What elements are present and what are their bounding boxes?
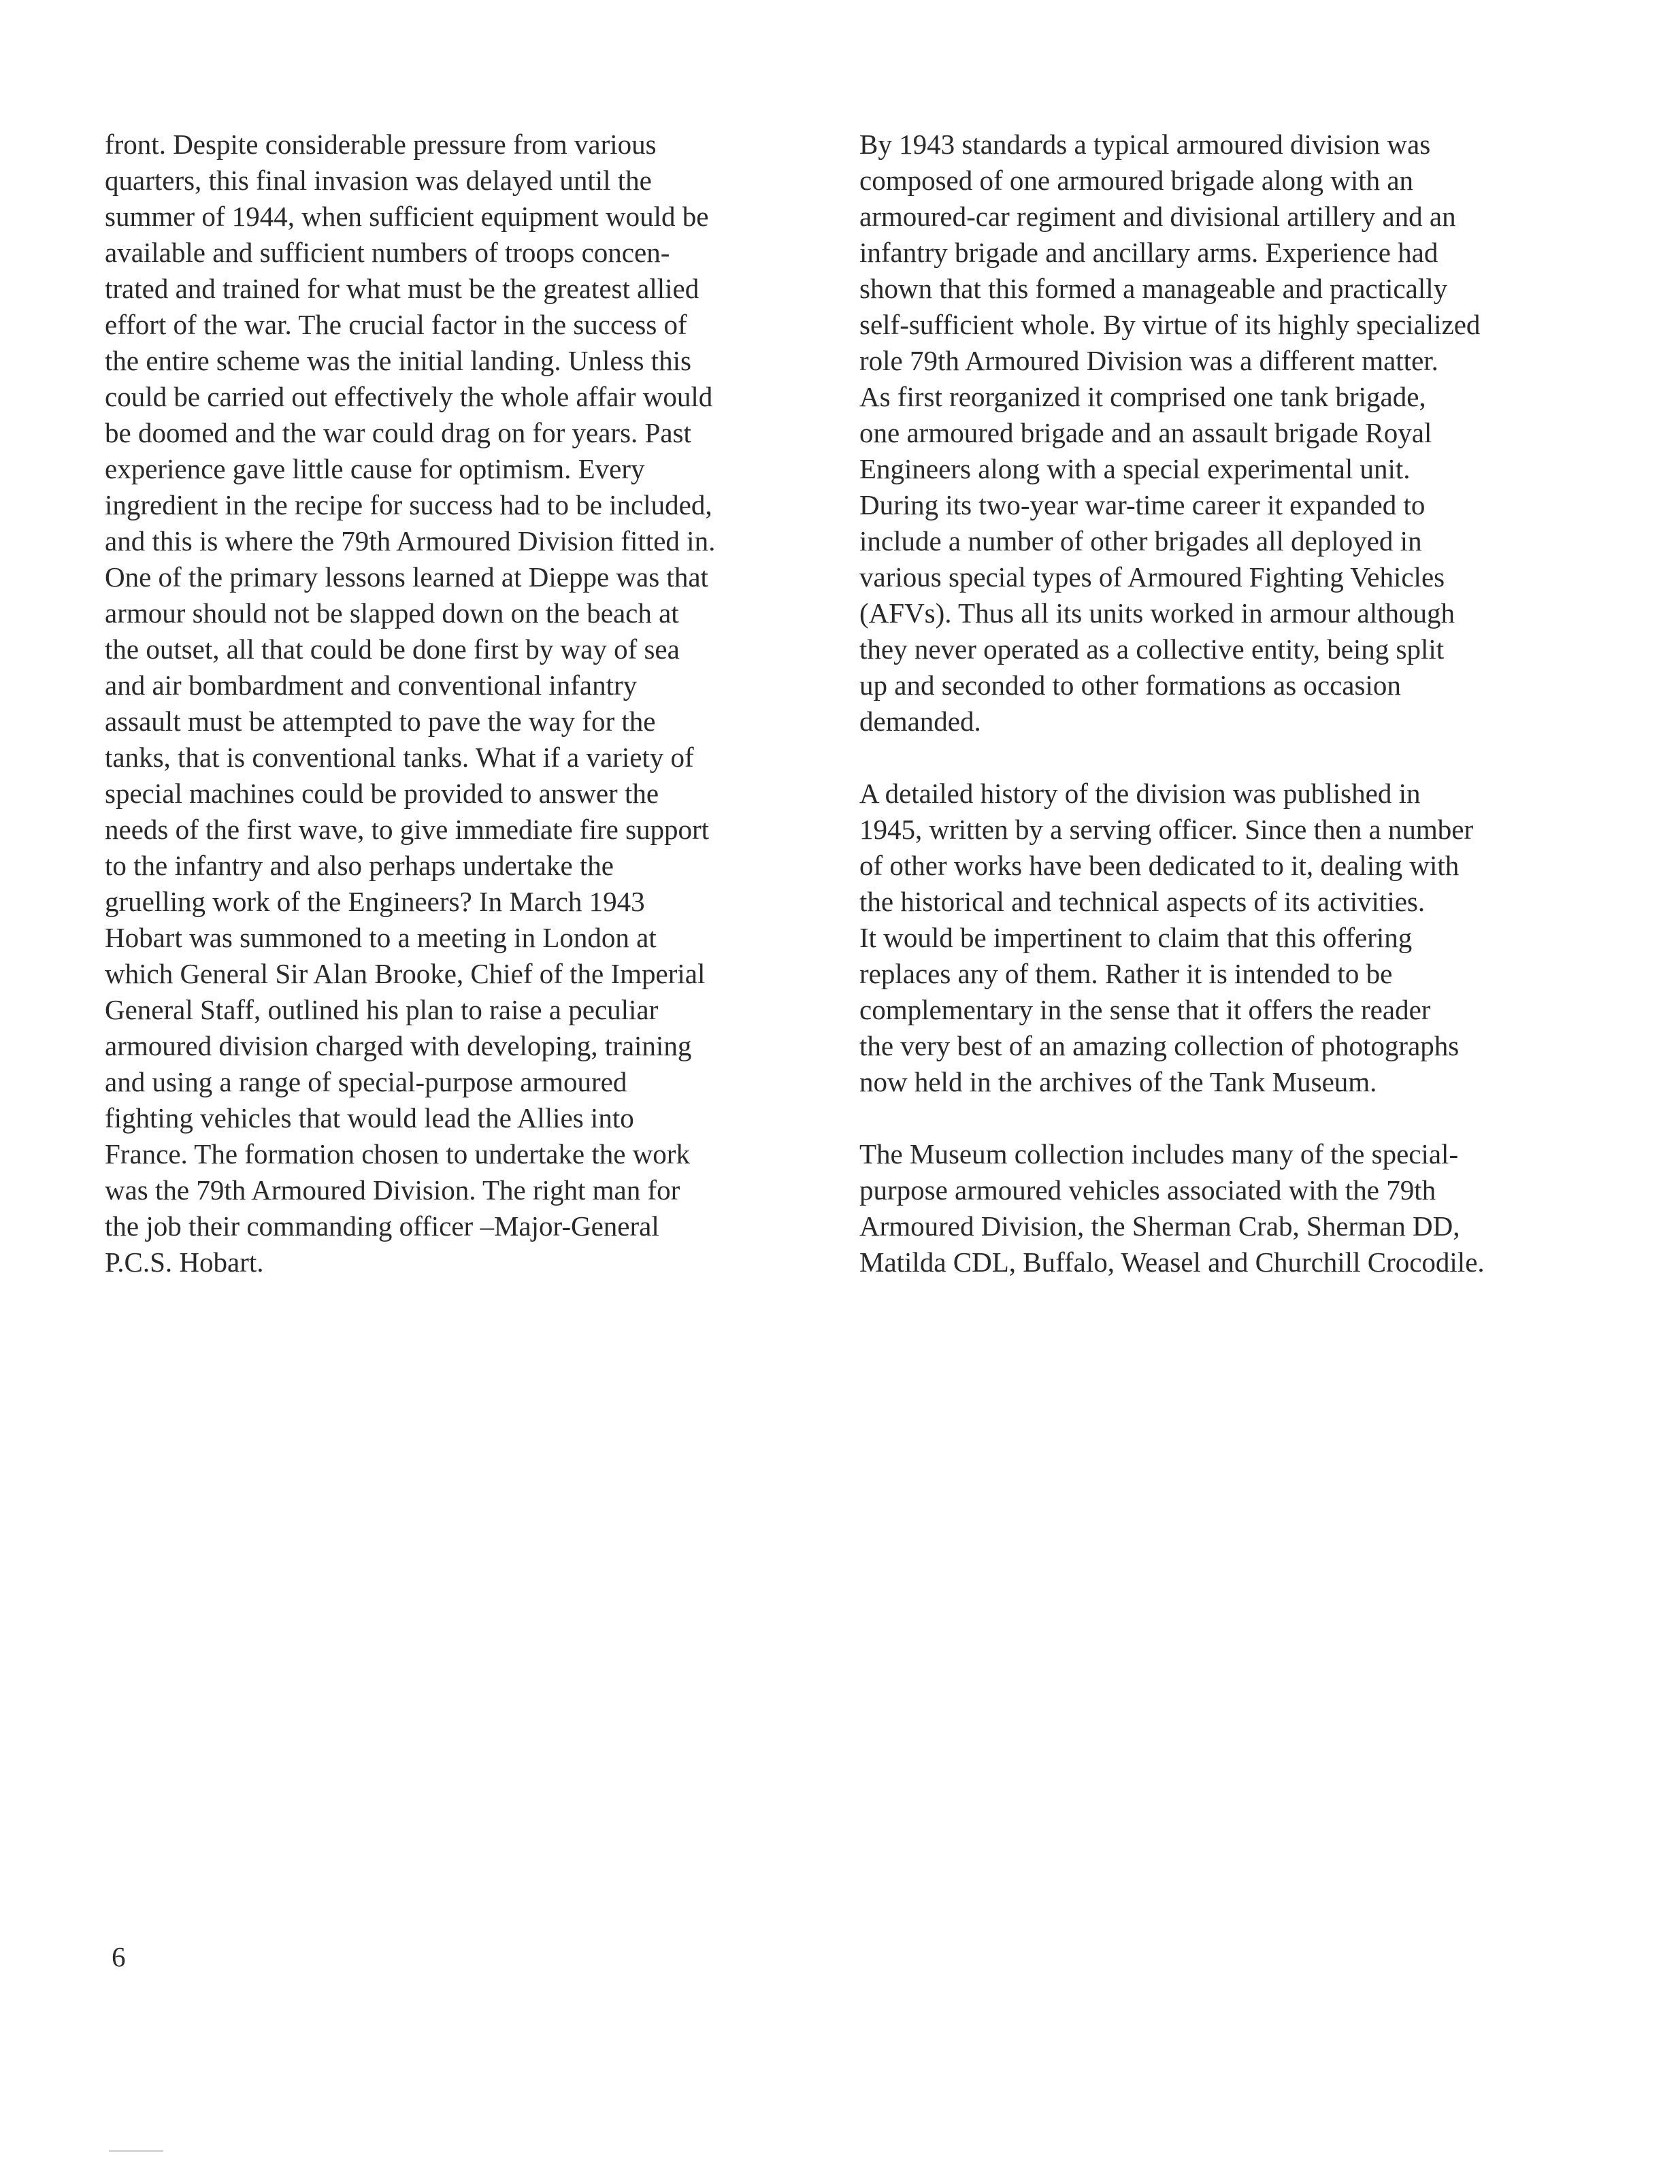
- text-line: special machines could be provided to answer the: [105, 778, 659, 809]
- text-line: By 1943 standards a typical armoured division was: [859, 129, 1431, 160]
- paragraph-museum-collection: [859, 1136, 1485, 1280]
- text-line: armour should not be slapped down on the beach at: [105, 597, 679, 629]
- text-line: replaces any of them. Rather it is intended to be: [859, 958, 1393, 989]
- text-line: assault must be attempted to pave the way for the: [105, 706, 656, 737]
- text-line: the very best of an amazing collection of photographs: [859, 1030, 1460, 1061]
- paragraph-division-composition: [859, 127, 1485, 740]
- text-line: self-sufficient whole. By virtue of its highly specialized: [859, 309, 1481, 340]
- text-line: and using a range of special-purpose armoured: [105, 1066, 627, 1097]
- text-line: demanded.: [859, 706, 981, 737]
- text-line: The Museum collection includes many of the special-: [859, 1138, 1459, 1170]
- text-line: of other works have been dedicated to it, dealing with: [859, 850, 1460, 881]
- text-line: ingredient in the recipe for success had to be included,: [105, 489, 712, 520]
- text-line: and this is where the 79th Armoured Division fitted in.: [105, 525, 716, 557]
- text-line: (AFVs). Thus all its units worked in armour although: [859, 597, 1455, 629]
- left-text-column: [105, 127, 715, 1280]
- text-line: various special types of Armoured Fighting Vehicles: [859, 561, 1445, 593]
- text-line: the historical and technical aspects of its activities.: [859, 886, 1426, 917]
- text-line: and air bombardment and conventional infantry: [105, 669, 638, 701]
- text-line: fighting vehicles that would lead the Allies into: [105, 1102, 634, 1134]
- text-line: armoured division charged with developing, training: [105, 1030, 692, 1061]
- text-line: General Staff, outlined his plan to raise a peculiar: [105, 994, 659, 1025]
- text-line: tanks, that is conventional tanks. What if a variety of: [105, 742, 694, 773]
- text-line: experience gave little cause for optimism. Every: [105, 453, 645, 484]
- text-line: now held in the archives of the Tank Museum.: [859, 1066, 1377, 1097]
- text-line: effort of the war. The crucial factor in the success of: [105, 309, 687, 340]
- text-line: needs of the first wave, to give immediate fire support: [105, 814, 710, 845]
- text-line: It would be impertinent to claim that this offering: [859, 922, 1413, 953]
- text-line: 1945, written by a serving officer. Since then a number: [859, 814, 1474, 845]
- text-line: shown that this formed a manageable and practically: [859, 273, 1448, 304]
- text-line: composed of one armoured brigade along with an: [859, 165, 1414, 196]
- text-line: quarters, this final invasion was delayed until the: [105, 165, 652, 196]
- text-line: they never operated as a collective entity, being split: [859, 633, 1445, 665]
- text-line: to the infantry and also perhaps undertake the: [105, 850, 614, 881]
- paragraph-gap: [859, 1100, 1485, 1136]
- text-line: A detailed history of the division was published in: [859, 778, 1421, 809]
- text-line: the job their commanding officer –Major-General: [105, 1210, 659, 1242]
- text-line: One of the primary lessons learned at Dieppe was that: [105, 561, 708, 593]
- text-line: up and seconded to other formations as occasion: [859, 669, 1401, 701]
- text-line: France. The formation chosen to undertake the work: [105, 1138, 690, 1170]
- text-line: trated and trained for what must be the greatest allied: [105, 273, 699, 304]
- paragraph-history: [859, 776, 1485, 1100]
- text-line: front. Despite considerable pressure from various: [105, 129, 657, 160]
- text-line: summer of 1944, when sufficient equipment would be: [105, 201, 709, 232]
- text-line: one armoured brigade and an assault brigade Royal: [859, 417, 1432, 448]
- text-line: which General Sir Alan Brooke, Chief of the Imperial: [105, 958, 706, 989]
- text-line: the entire scheme was the initial landing. Unless this: [105, 345, 691, 376]
- text-line: available and sufficient numbers of troops concen-: [105, 237, 670, 268]
- footer-rule: [109, 2150, 163, 2152]
- text-line: could be carried out effectively the whole affair would: [105, 381, 713, 412]
- text-line: complementary in the sense that it offers the reader: [859, 994, 1431, 1025]
- paragraph-gap: [859, 740, 1485, 776]
- text-line: purpose armoured vehicles associated with the 79th: [859, 1174, 1436, 1206]
- page-number: 6: [112, 1941, 126, 1972]
- text-line: Engineers along with a special experimental unit.: [859, 453, 1411, 484]
- text-line: armoured-car regiment and divisional artillery and an: [859, 201, 1456, 232]
- text-line: was the 79th Armoured Division. The right man for: [105, 1174, 680, 1206]
- text-line: Armoured Division, the Sherman Crab, Sherman DD,: [859, 1210, 1460, 1242]
- text-line: the outset, all that could be done first by way of sea: [105, 633, 680, 665]
- text-line: be doomed and the war could drag on for years. Past: [105, 417, 691, 448]
- text-line: include a number of other brigades all deployed in: [859, 525, 1422, 557]
- text-line: As first reorganized it comprised one tank brigade,: [859, 381, 1426, 412]
- text-line: Matilda CDL, Buffalo, Weasel and Churchill Crocodile.: [859, 1246, 1485, 1278]
- text-line: P.C.S. Hobart.: [105, 1246, 264, 1278]
- text-line: Hobart was summoned to a meeting in London at: [105, 922, 657, 953]
- text-line: gruelling work of the Engineers? In March 1943: [105, 886, 645, 917]
- right-text-column: [859, 127, 1485, 1280]
- text-line: role 79th Armoured Division was a different matter.: [859, 345, 1438, 376]
- text-line: infantry brigade and ancillary arms. Experience had: [859, 237, 1438, 268]
- text-line: During its two-year war-time career it expanded to: [859, 489, 1426, 520]
